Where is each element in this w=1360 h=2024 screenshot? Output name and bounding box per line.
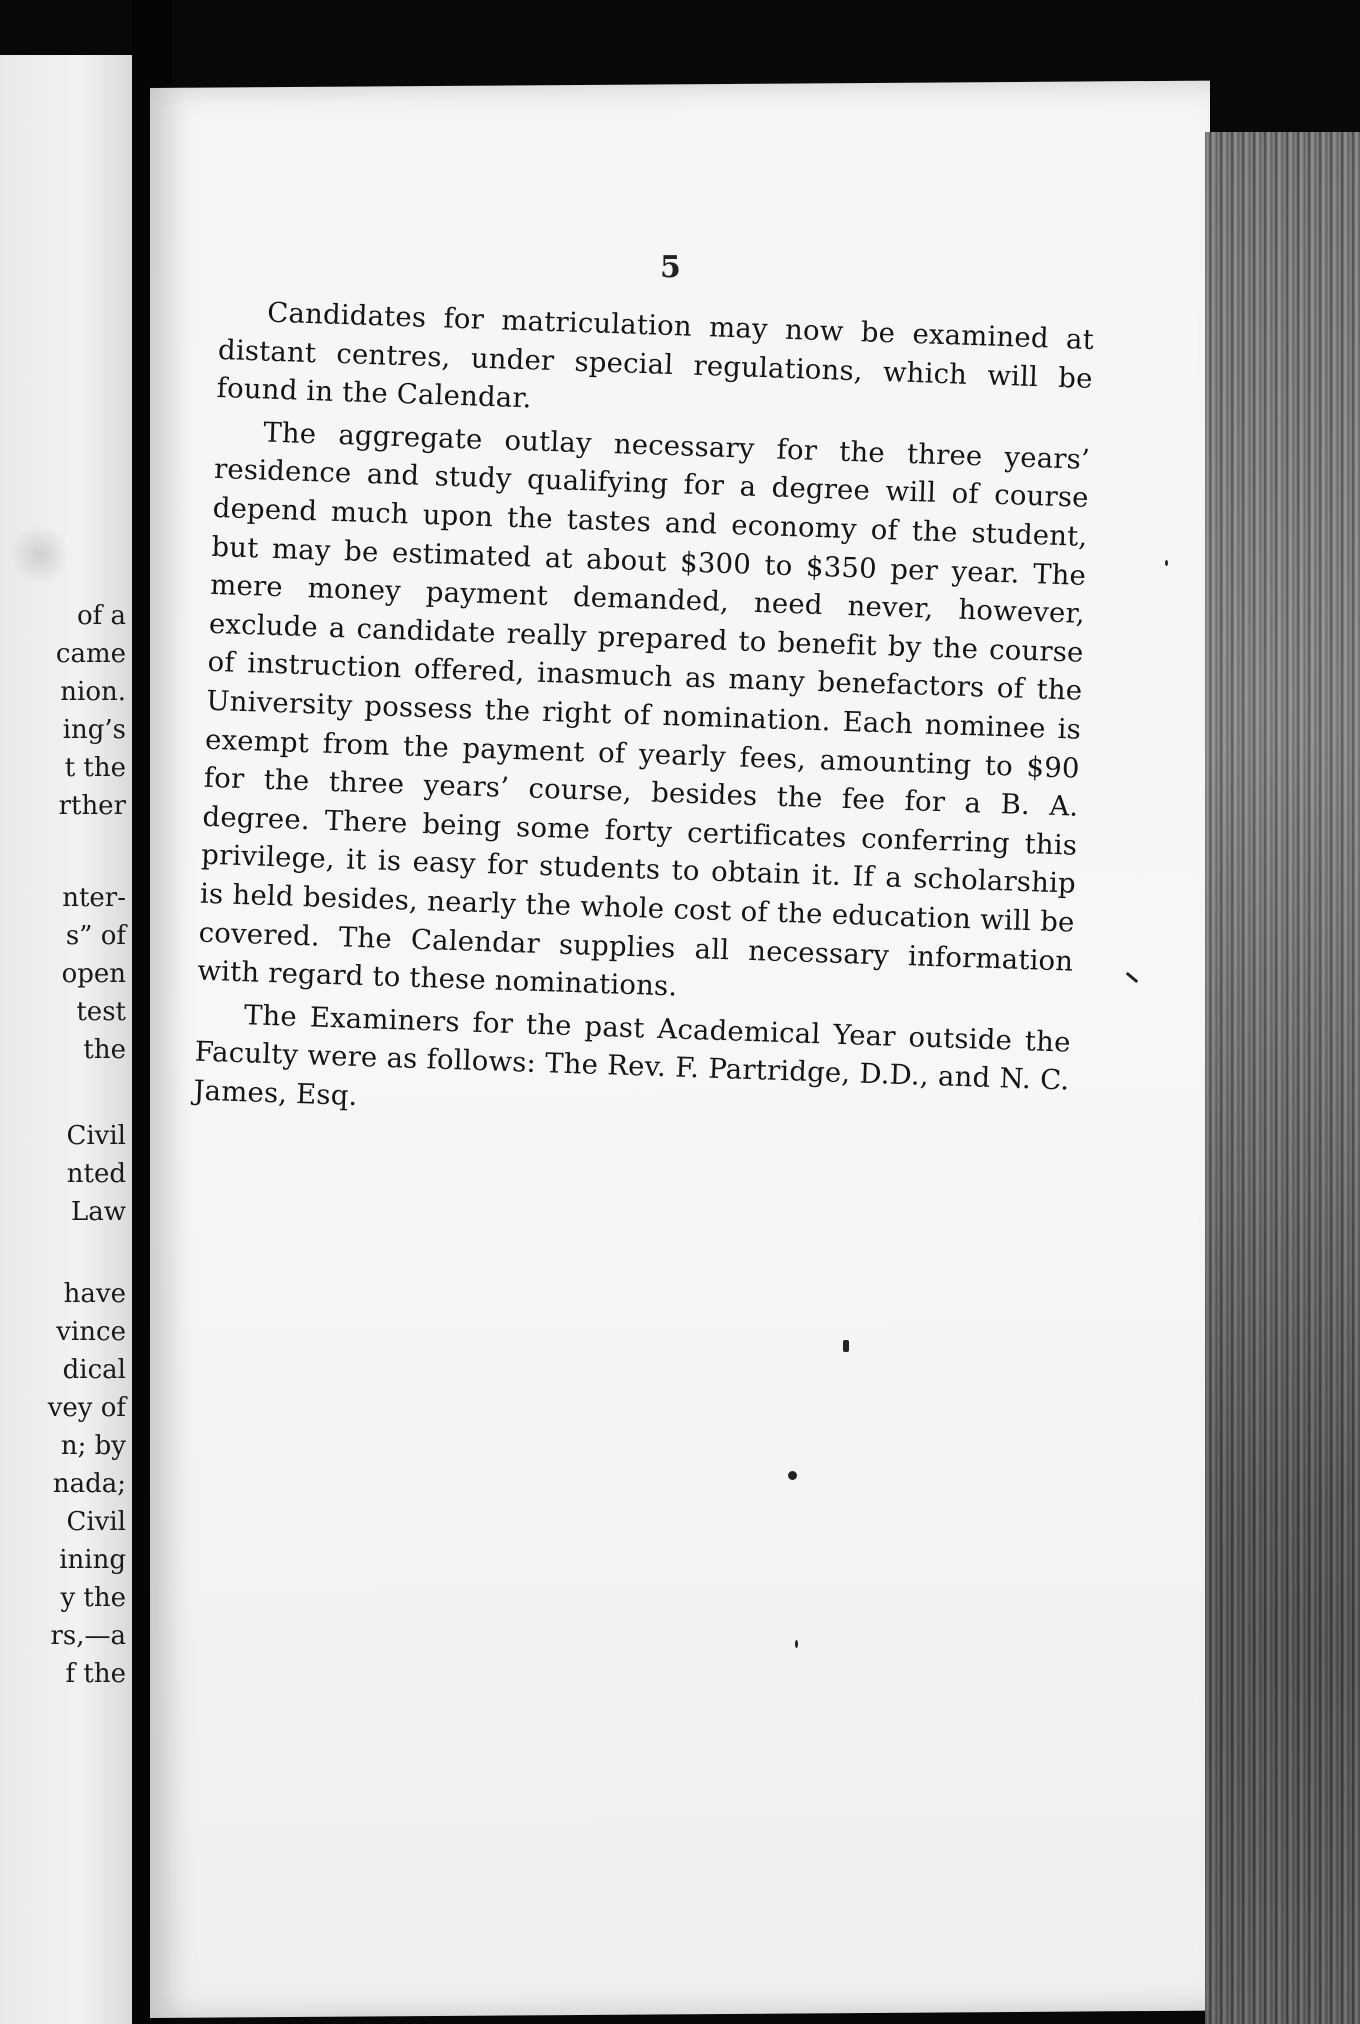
paragraph-outlay: The aggregate outlay necessary for the three years’ residence and study qualifying for a degree will of course depend much upon the tastes and economy of the student, but may be estimated at about $300 to $350 per year. The mere money payment demanded, need never, however, exclude a candidate really prepared to benefit by the course of instruction offered, inasmuch as many benefactors of the University possess the right of nomination. Each nominee is exempt from the payment of yearly fees, amounting to $90 for the three years’ course, besides the fee for a B. A. degree. There being some forty certificates conferring this privilege, it is easy for students to obtain it. If a scholarship is held besides, nearly the whole cost of the education will be covered. The Calendar supplies all necessary information with regard to these nominations. [196,416,1091,1003]
left-page-line: dical [62,1355,126,1385]
left-page-line: nted [66,1159,126,1189]
page-smudge [10,525,70,585]
left-page-line: y the [60,1583,126,1613]
left-page-line: rs,—a [50,1621,126,1651]
left-page-line: the [83,1035,126,1065]
left-page-line: test [76,997,126,1027]
body-text [193,292,1095,1143]
left-page-line: nion. [60,677,126,707]
left-page-line: nada; [52,1469,126,1499]
left-page-line: Civil [66,1121,126,1151]
page-edges-stack [1205,132,1360,2024]
left-page-line: came [55,639,126,669]
left-page-line: t the [64,753,126,783]
ink-speck [788,1471,797,1480]
left-page-line: ing’s [62,715,126,745]
left-page-line: Civil [66,1507,126,1537]
left-page-line: Law [70,1197,126,1227]
paragraph-matriculation: Candidates for matriculation may now be examined at distant centres, under special regulations, which will be found in the Calendar. [216,296,1095,415]
left-page-line: have [63,1279,126,1309]
ink-speck [795,1640,798,1648]
left-page-line: open [61,959,126,989]
left-page-line: vey of [47,1393,126,1423]
left-page-line: nter- [62,883,126,913]
left-facing-page [0,55,132,2024]
left-page-line: s” of [65,921,126,951]
left-page-line: of a [76,601,126,631]
ink-speck [1165,560,1168,566]
ink-speck [843,1340,849,1352]
left-page-line: ining [59,1545,126,1575]
left-page-line: rther [58,791,126,821]
paragraph-examiners: The Examiners for the past Academical Year outside the Faculty were as follows: The Rev. F. Partridge, D.D., and N. C. James, Esq. [192,998,1072,1112]
left-page-line: vince [56,1317,126,1347]
page-number: 5 [660,250,681,285]
left-page-line: n; by [60,1431,126,1461]
left-page-line: f the [65,1659,126,1689]
